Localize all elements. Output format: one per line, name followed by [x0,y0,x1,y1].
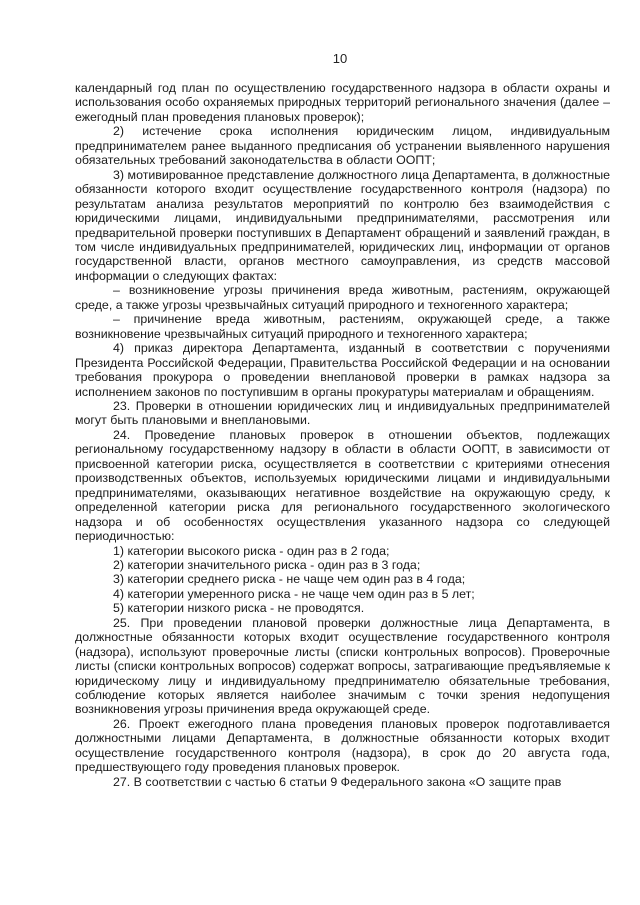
paragraph: 3) категории среднего риска - не чаще чем один раз в 4 года; [113,572,466,587]
paragraph: 2) категории значительного риска - один раз в 3 года; [113,557,421,572]
paragraph: 27. В соответствии с частью 6 статьи 9 Федерального закона «О защите прав [113,774,562,789]
paragraph: 24. Проведение плановых проверок в отношении объектов, подлежащих региональному государственному надзору в области в области ООПТ, в зависимости от присвоенной категории риска, осуществляется в соответствии с критериями отнесения производственных объектов, используемых юридическими лицами и индивидуальными предпринимателями, оказывающих негативное воздействие на окружающую среду, к определенной категории риска для регионального государственного экологического надзора и об особенностях осуществления указанного надзора со следующей периодичностью: [75,427,610,544]
paragraph: 4) приказ директора Департамента, изданный в соответствии с поручениями Президента Российской Федерации, Правительства Российской Федерации и на основании требования прокурора о проведении внеплановой проверки в рамках надзора за исполнением законов по поступившим в органы прокуратуры материалам и обращениям. [75,341,610,399]
document-body [75,81,610,789]
paragraph: 5) категории низкого риска - не проводятся. [113,601,365,616]
paragraph: 3) мотивированное представление должностного лица Департамента, в должностные обязанности которого входит осуществление государственного контроля (надзора) по результатам анализа результатов мероприятий по контролю без взаимодействия с юридическими лицами, индивидуальными предпринимателями, рассмотрения или предварительной проверки поступивших в Департамент обращений и заявлений граждан, в том числе индивидуальных предпринимателей, юридических лиц, информации от органов государственной власти, органов местного самоуправления, из средств массовой информации о следующих фактах: [75,167,610,283]
paragraph: – возникновение угрозы причинения вреда животным, растениям, окружающей среде, а также угрозы чрезвычайных ситуаций природного и техногенного характера; [75,283,610,312]
paragraph: 25. При проведении плановой проверки должностные лица Департамента, в должностные обязанности которых входит осуществление государственного контроля (надзора), используют проверочные листы (списки контрольных вопросов). Проверочные листы (списки контрольных вопросов) содержат вопросы, затрагивающие предъявляемые к юридическому лицу и индивидуальному предпринимателю обязательные требования, соблюдение которых является наиболее значимым с точки зрения недопущения возникновения угрозы причинения вреда окружающей среде. [75,615,610,717]
page-number: 10 [332,51,348,66]
paragraph: календарный год план по осуществлению государственного надзора в области охраны и использования особо охраняемых природных территорий регионального значения (далее – ежегодный план проведения плановых проверок); [75,81,610,124]
paragraph: 26. Проект ежегодного плана проведения плановых проверок подготавливается должностными лицами Департамента, в должностные обязанности которых входит осуществление государственного контроля (надзора), в срок до 20 августа года, предшествующего году проведения плановых проверок. [75,716,610,775]
paragraph: 1) категории высокого риска - один раз в 2 года; [113,543,390,558]
paragraph: 4) категории умеренного риска - не чаще чем один раз в 5 лет; [113,586,475,601]
paragraph: – причинение вреда животным, растениям, окружающей среде, а также возникновение чрезвычайных ситуаций природного и техногенного характера; [75,312,610,341]
paragraph: 23. Проверки в отношении юридических лиц и индивидуальных предпринимателей могут быть плановыми и внеплановыми. [75,398,610,428]
paragraph: 2) истечение срока исполнения юридическим лицом, индивидуальным предпринимателем ранее выданного предписания об устранении выявленного нарушения обязательных требований законодательства в области ООПТ; [75,124,610,168]
